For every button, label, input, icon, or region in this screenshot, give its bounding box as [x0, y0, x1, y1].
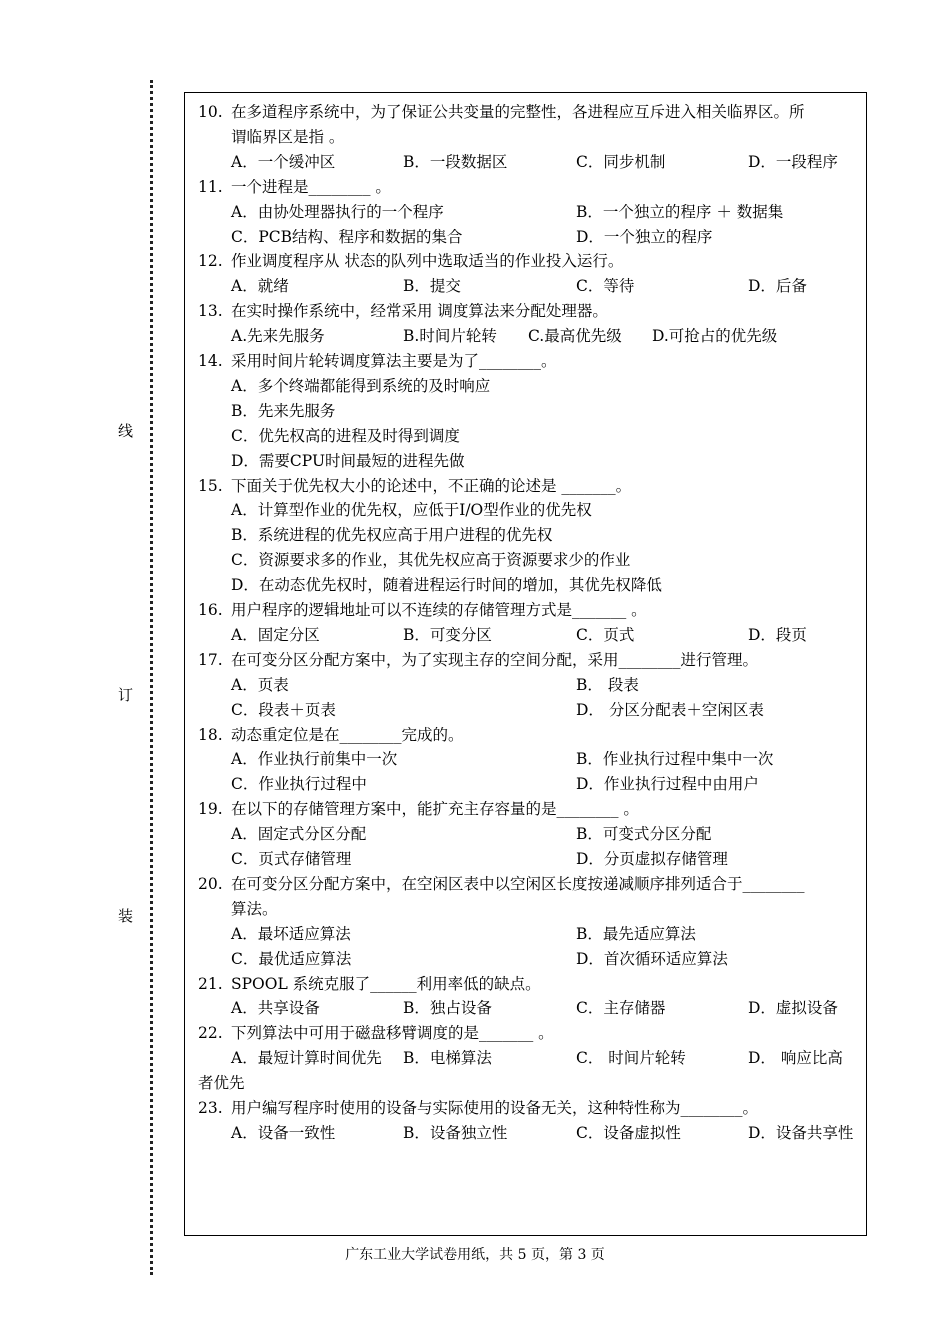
option-d: D．段页: [748, 625, 807, 644]
margin-label-xian: 线: [118, 422, 134, 440]
option-c: C．页式: [576, 625, 635, 644]
options-row: [198, 1121, 863, 1146]
option-c: C．同步机制: [576, 152, 666, 171]
option-b: B．设备独立性: [403, 1123, 508, 1142]
question-19: [198, 797, 863, 822]
question-number: 19.: [198, 800, 223, 819]
option-c: C．页式存储管理: [231, 850, 352, 869]
question-stem: 动态重定位是在________完成的。: [231, 725, 464, 744]
option-d: D．后备: [748, 277, 807, 296]
option-c: C．等待: [576, 277, 635, 296]
option-c: C．最优适应算法: [231, 949, 352, 968]
question-number: 14.: [198, 351, 223, 370]
question-stem: 下面关于优先权大小的论述中，不正确的论述是 _______。: [231, 476, 632, 495]
question-stem: SPOOL 系统克服了______利用率低的缺点。: [231, 974, 541, 993]
question-number: 10.: [198, 103, 223, 121]
options-row: [198, 772, 863, 797]
option-c: C．优先权高的进程及时得到调度: [231, 426, 460, 445]
options-row: [198, 822, 863, 847]
options-row: [198, 225, 863, 250]
question-stem: 在可变分区分配方案中，为了实现主存的空间分配，采用________进行管理。: [231, 650, 759, 669]
option-c: C．PCB结构、程序和数据的集合: [231, 227, 463, 246]
options-row: [198, 847, 863, 872]
options-row: [198, 747, 863, 772]
option-d: D． 响应比高: [748, 1049, 843, 1068]
options-row: [198, 623, 863, 648]
question-23: [198, 1096, 863, 1121]
question-15: [198, 474, 863, 499]
question-stem: 在实时操作系统中，经常采用 调度算法来分配处理器。: [231, 302, 608, 321]
option-b: B．提交: [403, 277, 461, 296]
options-row: [198, 200, 863, 225]
question-stem: 作业调度程序从 状态的队列中选取适当的作业投入运行。: [231, 252, 624, 271]
question-number: 16.: [198, 601, 223, 620]
option-d: D．设备共享性: [748, 1123, 854, 1142]
option-c: C．作业执行过程中: [231, 775, 367, 794]
option-d: D．虚拟设备: [748, 999, 838, 1018]
question-number: 15.: [198, 476, 223, 495]
question-stem: 下列算法中可用于磁盘移臂调度的是_______ 。: [231, 1024, 554, 1043]
question-stem-cont: 谓临界区是指 。: [231, 127, 345, 146]
options-row: [198, 324, 863, 349]
question-number: 11.: [198, 177, 223, 196]
option-a: A．固定分区: [231, 625, 320, 644]
option-a: A．页表: [231, 675, 289, 694]
question-number: 13.: [198, 302, 223, 321]
margin-label-zhuang: 装: [118, 907, 134, 925]
question-list: [198, 100, 863, 1146]
question-10: [198, 100, 863, 125]
option-b: B．一段数据区: [403, 152, 508, 171]
question-12: [198, 249, 863, 274]
question-stem: 一个进程是________ 。: [231, 177, 391, 196]
margin-label-ding: 订: [118, 686, 134, 704]
options-row: [198, 274, 863, 299]
question-number: 21.: [198, 974, 223, 993]
question-number: 20.: [198, 874, 223, 893]
option-b: B．可变式分区分配: [576, 825, 712, 844]
options-row: [198, 1046, 863, 1071]
page-footer: 广东工业大学试卷用纸，共 5 页，第 3 页: [345, 1247, 605, 1263]
option-a: A．计算型作业的优先权，应低于I/O型作业的优先权: [231, 501, 592, 520]
question-stem: 在可变分区分配方案中，在空闲区表中以空闲区长度按递减顺序排列适合于________: [231, 874, 805, 893]
question-18: [198, 723, 863, 748]
option-c: C．设备虚拟性: [576, 1123, 681, 1142]
option-d: D．作业执行过程中由用户: [576, 775, 759, 794]
option-b: B．系统进程的优先权应高于用户进程的优先权: [231, 526, 553, 545]
option-d: D.可抢占的优先级: [652, 327, 778, 346]
binding-dotted-line: [150, 80, 153, 1275]
question-17: [198, 648, 863, 673]
option-d: D．分页虚拟存储管理: [576, 850, 728, 869]
question-13: [198, 299, 863, 324]
option-a: A．作业执行前集中一次: [231, 750, 398, 769]
option-b: B． 段表: [576, 675, 639, 694]
options-row: [198, 922, 863, 947]
option-a: A．就绪: [231, 277, 289, 296]
option-a: A．一个缓冲区: [231, 152, 336, 171]
option-a: A．最坏适应算法: [231, 924, 351, 943]
option-c: C． 时间片轮转: [576, 1049, 686, 1068]
option-a: A．共享设备: [231, 999, 320, 1018]
option-c: C．主存储器: [576, 999, 666, 1018]
option-b: B．作业执行过程中集中一次: [576, 750, 774, 769]
option-d: D．在动态优先权时，随着进程运行时间的增加，其优先权降低: [231, 576, 662, 595]
option-a: A.先来先服务: [231, 327, 325, 346]
question-22: [198, 1021, 863, 1046]
option-d: D．需要CPU时间最短的进程先做: [231, 451, 465, 470]
option-c: C．资源要求多的作业，其优先权应高于资源要求少的作业: [231, 551, 631, 570]
option-b: B．可变分区: [403, 625, 492, 644]
options-row: [198, 947, 863, 972]
options-row: [198, 698, 863, 723]
options-row: [198, 673, 863, 698]
question-stem: 用户编写程序时使用的设备与实际使用的设备无关，这种特性称为________。: [231, 1099, 759, 1117]
question-number: 12.: [198, 252, 223, 271]
question-stem-cont: 算法。: [231, 899, 278, 918]
option-a: A．由协处理器执行的一个程序: [231, 202, 444, 221]
question-number: 22.: [198, 1024, 223, 1043]
option-b: B．独占设备: [403, 999, 492, 1018]
question-stem: 在多道程序系统中，为了保证公共变量的完整性，各进程应互斥进入相关临界区。所: [231, 103, 805, 121]
question-number: 23.: [198, 1099, 223, 1117]
option-c: C．段表＋页表: [231, 700, 336, 719]
option-d: D．一段程序: [748, 152, 838, 171]
option-b: B．先来先服务: [231, 401, 336, 420]
question-20: [198, 872, 863, 897]
question-stem: 在以下的存储管理方案中，能扩充主存容量的是________ 。: [231, 800, 639, 819]
question-number: 18.: [198, 725, 223, 744]
question-14: [198, 349, 863, 374]
option-d: D．一个独立的程序: [576, 227, 713, 246]
option-d: D．首次循环适应算法: [576, 949, 728, 968]
question-number: 17.: [198, 650, 223, 669]
option-b: B.时间片轮转: [403, 327, 497, 346]
option-d-cont: 者优先: [198, 1074, 245, 1093]
question-16: [198, 598, 863, 623]
option-b: B．电梯算法: [403, 1049, 492, 1068]
option-a: A．设备一致性: [231, 1123, 336, 1142]
options-row: [198, 150, 863, 175]
option-c: C.最高优先级: [528, 327, 622, 346]
options-row: [198, 996, 863, 1021]
question-stem: 用户程序的逻辑地址可以不连续的存储管理方式是_______ 。: [231, 601, 647, 620]
option-b: B．最先适应算法: [576, 924, 696, 943]
question-21: [198, 972, 863, 997]
question-stem: 采用时间片轮转调度算法主要是为了________。: [231, 351, 557, 370]
option-a: A．固定式分区分配: [231, 825, 367, 844]
option-d: D． 分区分配表＋空闲区表: [576, 700, 764, 719]
option-a: A．最短计算时间优先: [231, 1049, 382, 1068]
question-11: [198, 175, 863, 200]
option-a: A．多个终端都能得到系统的及时响应: [231, 376, 491, 395]
option-b: B．一个独立的程序 ＋ 数据集: [576, 202, 784, 221]
